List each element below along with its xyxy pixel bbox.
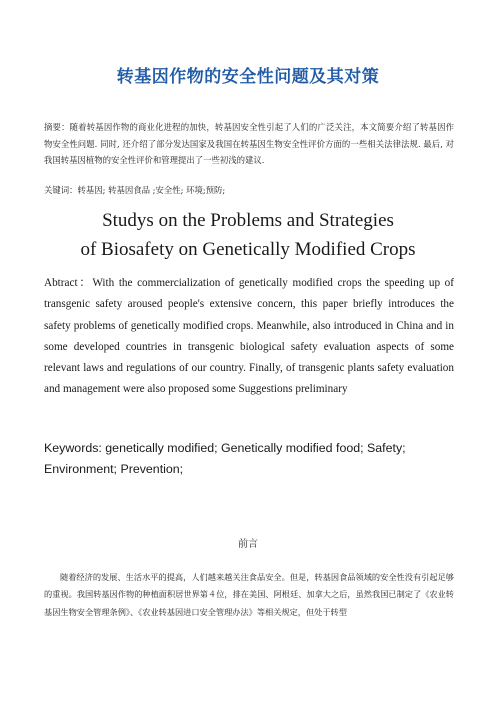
english-keywords: Keywords: genetically modified; Genetically modified food; Safety; Environment; Prevention; xyxy=(44,441,406,476)
english-title-line-2: of Biosafety on Genetically Modified Crops xyxy=(80,239,416,260)
english-title-line-1: Studys on the Problems and Strategies xyxy=(102,210,394,231)
english-title xyxy=(0,206,496,264)
chinese-keywords: 关键词：转基因; 转基因食品 ;安全性; 环境;预防; xyxy=(44,185,226,195)
body-paragraph: 随着经济的发展、生活水平的提高，人们越来越关注食品安全。但是，转基因食品领域的安全性没有引起足够的重视。我国转基因作物的种植面积居世界第４位，排在美国、阿根廷、加拿大之后，虽然我国已制定了《农业转基因生物安全管理条例》、《农业转基因进口安全管理办法》等相关规定，但处于转型 xyxy=(44,572,454,617)
chinese-abstract: 摘要：随着转基因作物的商业化进程的加快，转基因安全性引起了人们的广泛关注，本文简要介绍了转基因作物安全性问题. 同时, 还介绍了部分发达国家及我国在转基因生物安全性评价方面的一些相关法律法规. 最后, 对我国转基因植物的安全性评价和管理提出了一些初浅的建议. xyxy=(44,122,454,165)
chinese-title: 转基因作物的安全性问题及其对策 xyxy=(116,67,380,87)
section-heading-preface: 前言 xyxy=(238,539,258,550)
english-abstract: Abtract：With the commercialization of genetically modified crops the speeding up of transgenic safety aroused people's extensive concern, this paper briefly introduces the safety problems of genetically modified crops. Meanwhile, also introduced in China and in some developed countries in transgenic biological safety evaluation aspects of some relevant laws and regulations of our country. Finally, of transgenic plants safety evaluation and management were also proposed some Suggestions preliminary xyxy=(44,277,454,396)
